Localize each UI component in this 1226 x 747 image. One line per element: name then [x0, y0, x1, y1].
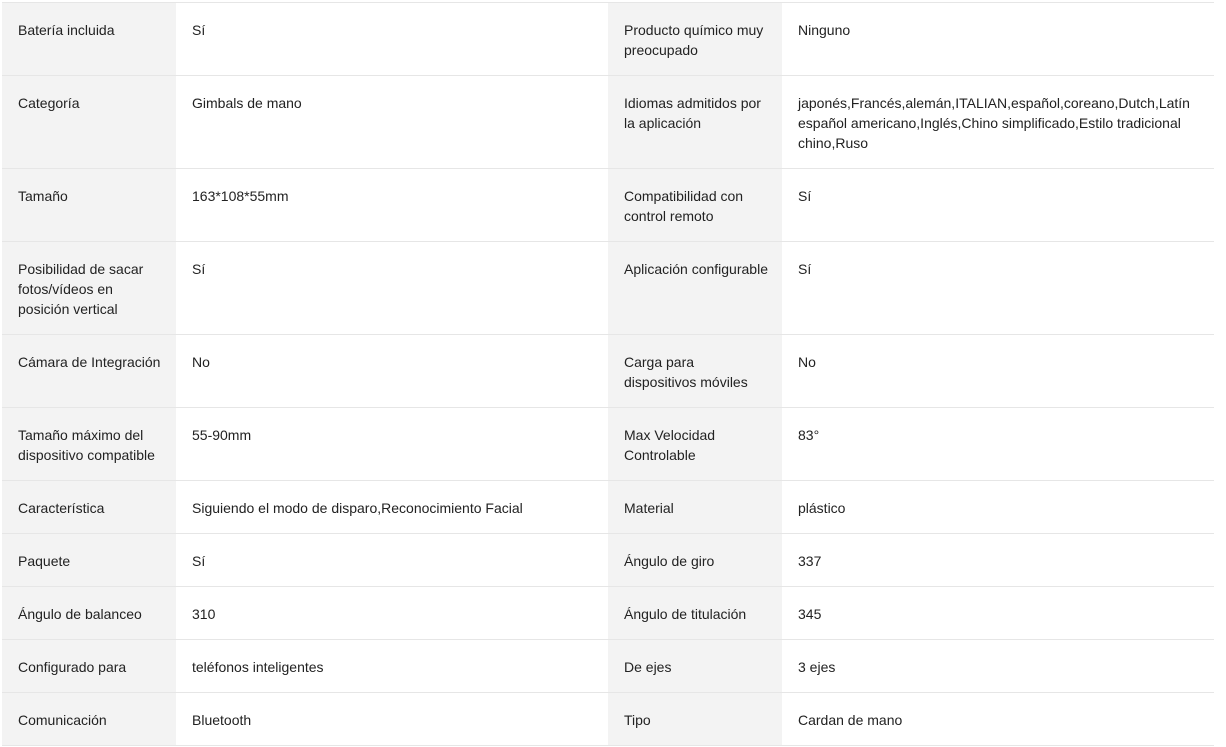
spec-value: 3 ejes: [782, 640, 1214, 693]
spec-value: Cardan de mano: [782, 693, 1214, 746]
spec-label: De ejes: [608, 640, 782, 693]
spec-value: Siguiendo el modo de disparo,Reconocimiento Facial: [176, 481, 608, 534]
spec-row: [2, 242, 1214, 335]
spec-label: Tipo: [608, 693, 782, 746]
spec-value: No: [176, 335, 608, 408]
spec-label: Ángulo de giro: [608, 534, 782, 587]
spec-label: Compatibilidad con control remoto: [608, 169, 782, 242]
spec-value: 310: [176, 587, 608, 640]
spec-label: Material: [608, 481, 782, 534]
spec-row: [2, 534, 1214, 587]
spec-label: Categoría: [2, 76, 176, 169]
spec-value: No: [782, 335, 1214, 408]
spec-label: Batería incluida: [2, 3, 176, 76]
spec-value: plástico: [782, 481, 1214, 534]
spec-value: Sí: [176, 534, 608, 587]
spec-row: [2, 408, 1214, 481]
spec-value: teléfonos inteligentes: [176, 640, 608, 693]
spec-label: Paquete: [2, 534, 176, 587]
spec-label: Carga para dispositivos móviles: [608, 335, 782, 408]
spec-label: Característica: [2, 481, 176, 534]
spec-value: Bluetooth: [176, 693, 608, 746]
spec-row: [2, 587, 1214, 640]
spec-value: japonés,Francés,alemán,ITALIAN,español,coreano,Dutch,Latín español americano,Inglés,Chino simplificado,Estilo tradicional chino,Ruso: [782, 76, 1214, 169]
spec-row: [2, 481, 1214, 534]
specifications-table: [2, 2, 1214, 746]
spec-row: [2, 640, 1214, 693]
spec-value: Gimbals de mano: [176, 76, 608, 169]
spec-value: Sí: [782, 169, 1214, 242]
spec-value: 83°: [782, 408, 1214, 481]
spec-label: Tamaño: [2, 169, 176, 242]
spec-value: 345: [782, 587, 1214, 640]
spec-row: [2, 3, 1214, 76]
spec-value: Sí: [782, 242, 1214, 335]
spec-row: [2, 693, 1214, 746]
spec-value: 55-90mm: [176, 408, 608, 481]
spec-value: 337: [782, 534, 1214, 587]
spec-value: 163*108*55mm: [176, 169, 608, 242]
spec-value: Sí: [176, 3, 608, 76]
spec-value: Sí: [176, 242, 608, 335]
spec-label: Max Velocidad Controlable: [608, 408, 782, 481]
spec-label: Cámara de Integración: [2, 335, 176, 408]
spec-row: [2, 335, 1214, 408]
spec-value: Ninguno: [782, 3, 1214, 76]
spec-label: Comunicación: [2, 693, 176, 746]
spec-row: [2, 169, 1214, 242]
spec-label: Ángulo de balanceo: [2, 587, 176, 640]
spec-label: Tamaño máximo del dispositivo compatible: [2, 408, 176, 481]
spec-label: Idiomas admitidos por la aplicación: [608, 76, 782, 169]
spec-row: [2, 76, 1214, 169]
spec-label: Producto químico muy preocupado: [608, 3, 782, 76]
spec-label: Aplicación configurable: [608, 242, 782, 335]
spec-label: Ángulo de titulación: [608, 587, 782, 640]
spec-label: Configurado para: [2, 640, 176, 693]
spec-label: Posibilidad de sacar fotos/vídeos en posición vertical: [2, 242, 176, 335]
